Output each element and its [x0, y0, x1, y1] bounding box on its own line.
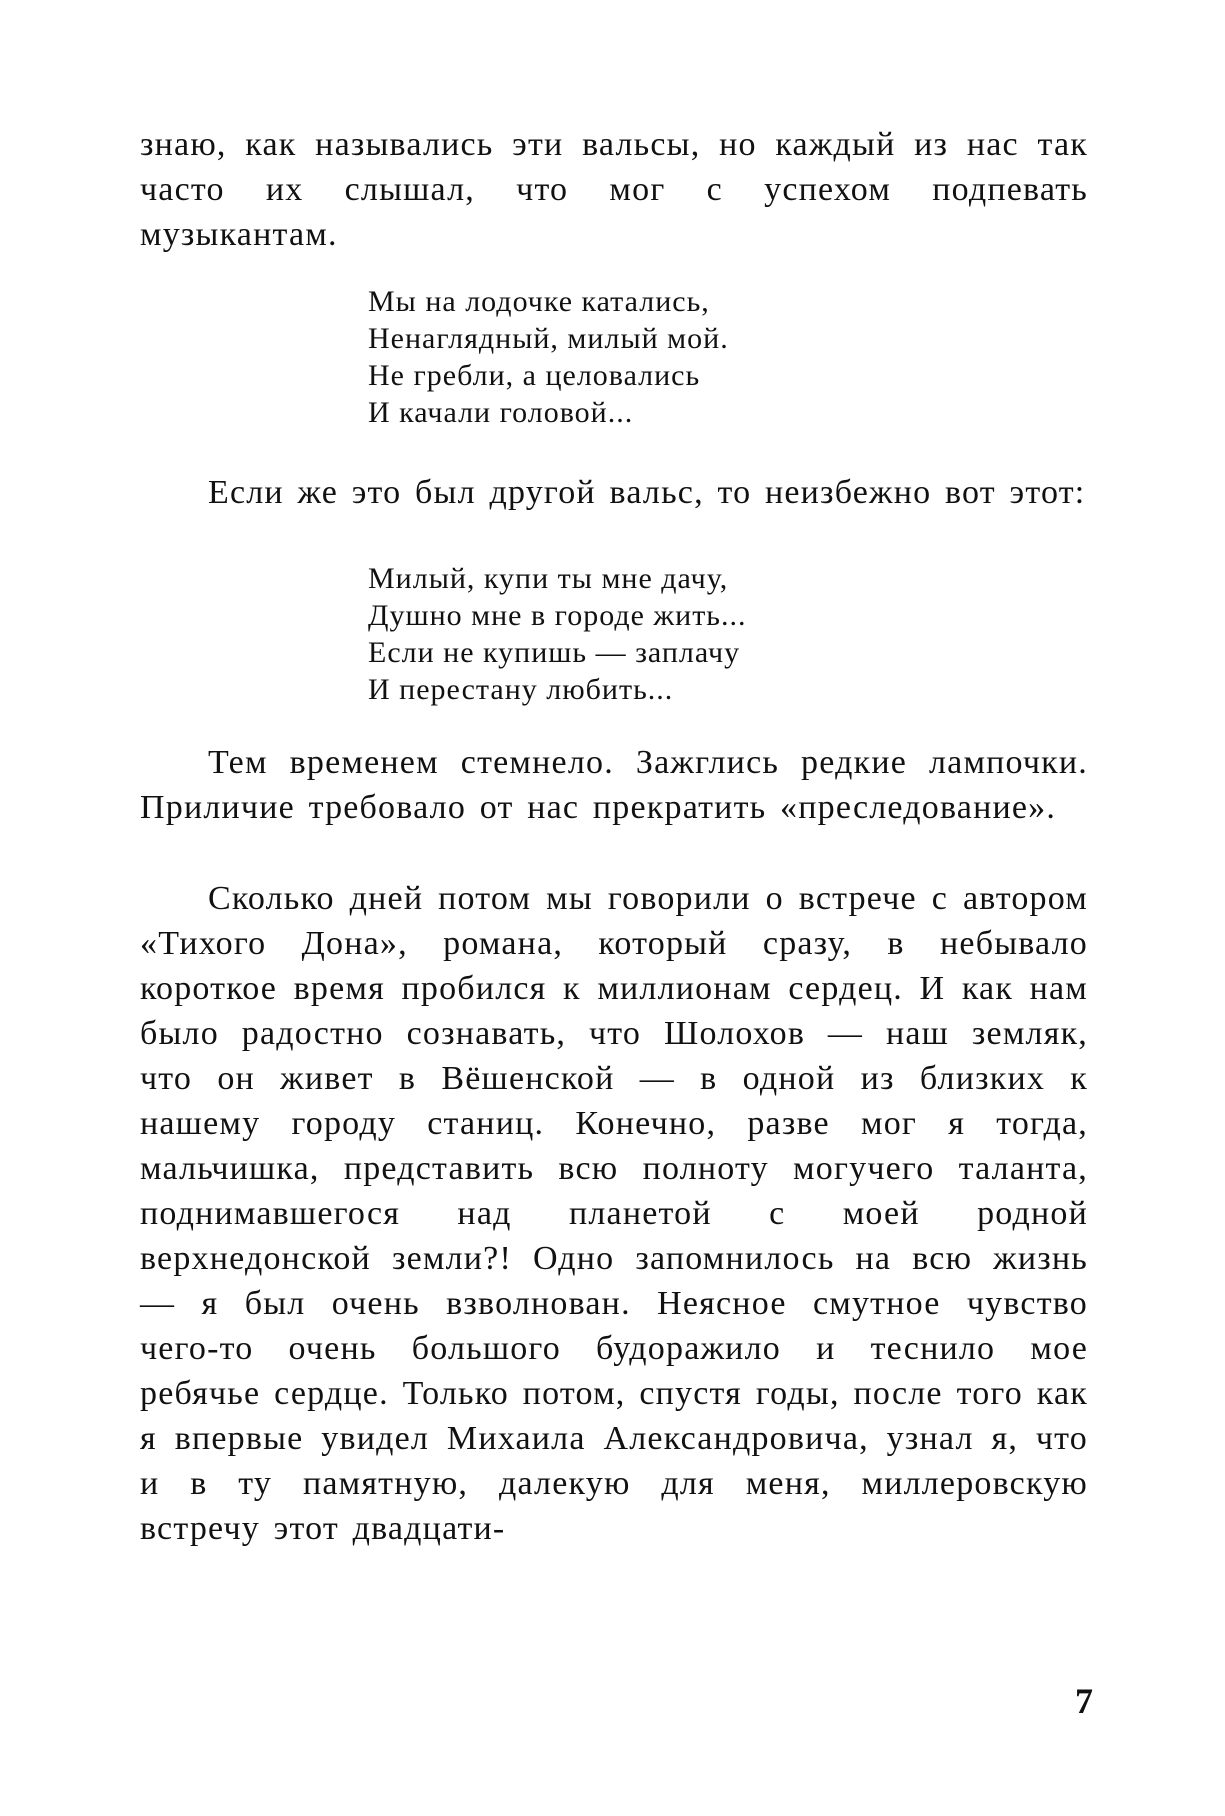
verse-line: И перестану любить... [368, 673, 674, 706]
verse-line: Ненаглядный, милый мой. [368, 322, 729, 355]
verse-line: Мы на лодочке катались, [368, 285, 710, 318]
page-number: 7 [1075, 1681, 1093, 1721]
verse-boat-song [368, 283, 729, 431]
verse-line: Милый, купи ты мне дачу, [368, 562, 729, 595]
verse-dacha-song [368, 560, 747, 708]
verse-line: Не гребли, а целовались [368, 359, 701, 392]
verse-line: И качали головой... [368, 396, 634, 429]
paragraph-waltz-names: знаю, как назывались эти вальсы, но каждый из нас так часто их слышал, что мог с успехом подпевать музыкантам. [140, 126, 1088, 253]
verse-line: Душно мне в городе жить... [368, 599, 747, 632]
paragraph-sholokhov-memory: Сколько дней потом мы говорили о встрече с автором «Тихого Дона», романа, который сразу, в небывало короткое время пробился к миллионам сердец. И как нам было радостно сознавать, что Шолохов — наш земляк, что он живет в Вёшенской — в одной из близких к нашему городу станиц. Конечно, разве мог я тогда, мальчишка, представить всю полноту могучего таланта, поднимавшегося над планетой с моей родной верхнедонской земли?! Одно запомнилось на всю жизнь — я был очень взволнован. Неясное смутное чувство чего-то очень большого будоражило и теснило мое ребячье сердце. Только потом, спустя годы, после того как я впервые увидел Михаила Александровича, узнал я, что и в ту памятную, далекую для меня, миллеровскую встречу этот двадцати- [140, 880, 1088, 1547]
paragraph-darkness: Тем временем стемнело. Зажглись редкие лампочки. Приличие требовало от нас прекратить «преследование». [140, 744, 1088, 826]
verse-line: Если не купишь — заплачу [368, 636, 741, 669]
paragraph-other-waltz: Если же это был другой вальс, то неизбежно вот этот: [208, 474, 1086, 511]
